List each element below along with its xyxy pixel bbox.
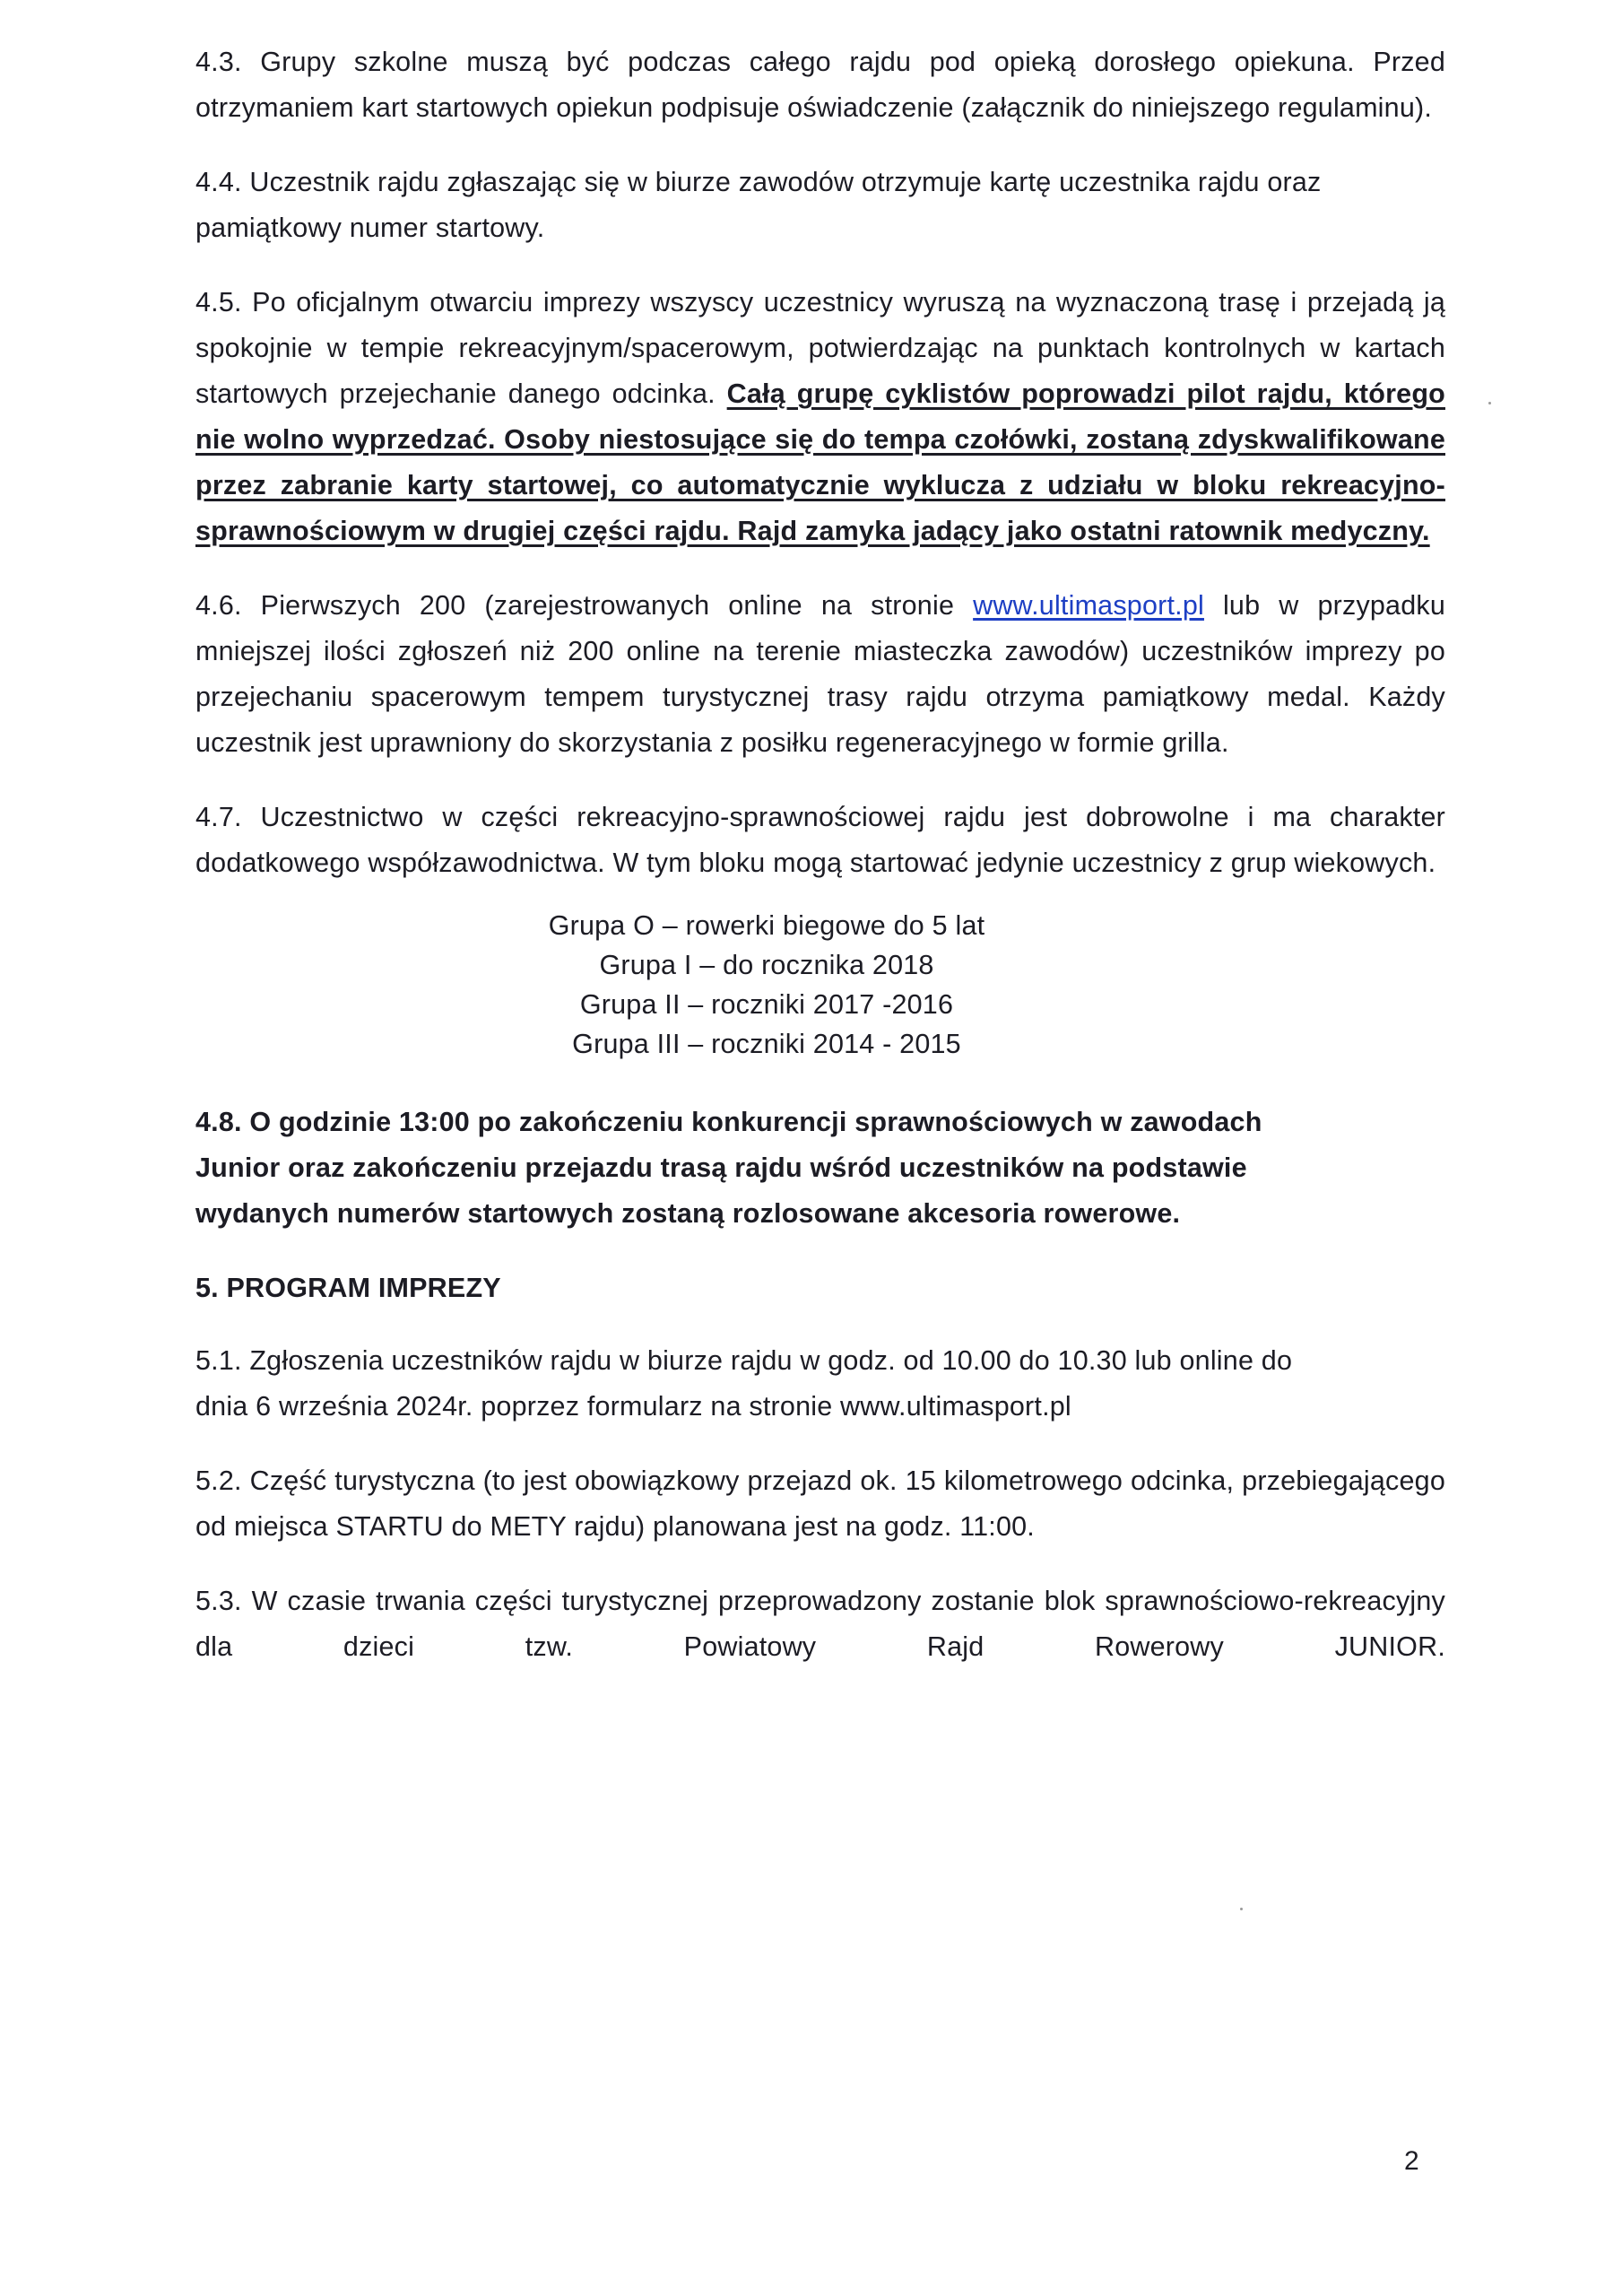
paragraph-4-6 xyxy=(195,583,1445,766)
paragraph-4-4: 4.4. Uczestnik rajdu zgłaszając się w biurze zawodów otrzymuje kartę uczestnika rajdu oraz pamiątkowy numer startowy. xyxy=(195,167,1322,243)
age-group-item: Grupa III – roczniki 2014 - 2015 xyxy=(572,1029,961,1059)
paragraph-4-5-emphasis: Całą grupę cyklistów poprowadzi pilot rajdu, którego nie wolno wyprzedzać. Osoby niestosujące się do tempa czołówki, zostaną zdyskwalifikowane przez zabranie karty startowej, co automatycznie wyklucza z udziału w bloku rekreacyjno-sprawnościowym w drugiej części rajdu. Rajd zamyka jadący jako ostatni ratownik medyczny. xyxy=(195,378,1445,546)
age-group-item: Grupa O – rowerki biegowe do 5 lat xyxy=(548,910,985,941)
paragraph-4-7: 4.7. Uczestnictwo w części rekreacyjno-sprawnościowej rajdu jest dobrowolne i ma charakter dodatkowego współzawodnictwa. W tym bloku mogą startować jedynie uczestnicy z grup wiekowych. xyxy=(195,802,1445,878)
paragraph-4-8: 4.8. O godzinie 13:00 po zakończeniu konkurencji sprawnościowych w zawodach Junior oraz zakończeniu przejazdu trasą rajdu wśród uczestników na podstawie wydanych numerów startowych zostaną rozlosowane akcesoria rowerowe. xyxy=(195,1107,1262,1229)
page-number: 2 xyxy=(1404,2146,1419,2176)
scan-speck xyxy=(1488,402,1491,404)
paragraph-4-6-text-end: lub w przypadku mniejszej ilości zgłoszeń niż 200 online na terenie miasteczka zawodów) uczestników imprezy po przejechaniu spacerowym tempem turystycznej trasy rajdu otrzyma pamiątkowy medal. Każdy uczestnik jest uprawniony do skorzystania z posiłku regeneracyjnego w formie grilla. xyxy=(195,590,1445,758)
age-groups-list xyxy=(195,906,1445,1064)
paragraph-4-5-text: 4.5. Po oficjalnym otwarciu imprezy wszyscy uczestnicy wyruszą na wyznaczoną trasę i przejadą ją spokojnie w tempie rekreacyjnym/spacerowym, potwierdzając na punktach kontrolnych w kartach startowych przejechanie danego odcinka. xyxy=(195,287,1445,409)
paragraph-4-5 xyxy=(195,280,1445,554)
document-body xyxy=(195,39,1445,1699)
ultimasport-link[interactable]: www.ultimasport.pl xyxy=(973,590,1204,621)
paragraph-4-6-text-start: 4.6. Pierwszych 200 (zarejestrowanych online na stronie xyxy=(195,590,974,621)
age-group-item: Grupa I – do rocznika 2018 xyxy=(599,950,934,980)
scan-speck xyxy=(1240,1908,1243,1910)
section-5-heading: 5. PROGRAM IMPREZY xyxy=(195,1273,501,1303)
paragraph-4-3: 4.3. Grupy szkolne muszą być podczas całego rajdu pod opieką dorosłego opiekuna. Przed otrzymaniem kart startowych opiekun podpisuje oświadczenie (załącznik do niniejszego regulaminu). xyxy=(195,47,1445,123)
paragraph-5-1: 5.1. Zgłoszenia uczestników rajdu w biurze rajdu w godz. od 10.00 do 10.30 lub online do dnia 6 września 2024r. poprzez formularz na stronie www.ultimasport.pl xyxy=(195,1345,1293,1422)
age-group-item: Grupa II – roczniki 2017 -2016 xyxy=(579,989,954,1020)
paragraph-5-3: 5.3. W czasie trwania części turystycznej przeprowadzony zostanie blok sprawnościowo-rekreacyjny dla dzieci tzw. Powiatowy Rajd Rowerowy JUNIOR. xyxy=(195,1586,1445,1662)
paragraph-5-2: 5.2. Część turystyczna (to jest obowiązkowy przejazd ok. 15 kilometrowego odcinka, przebiegającego od miejsca STARTU do METY rajdu) planowana jest na godz. 11:00. xyxy=(195,1465,1445,1542)
